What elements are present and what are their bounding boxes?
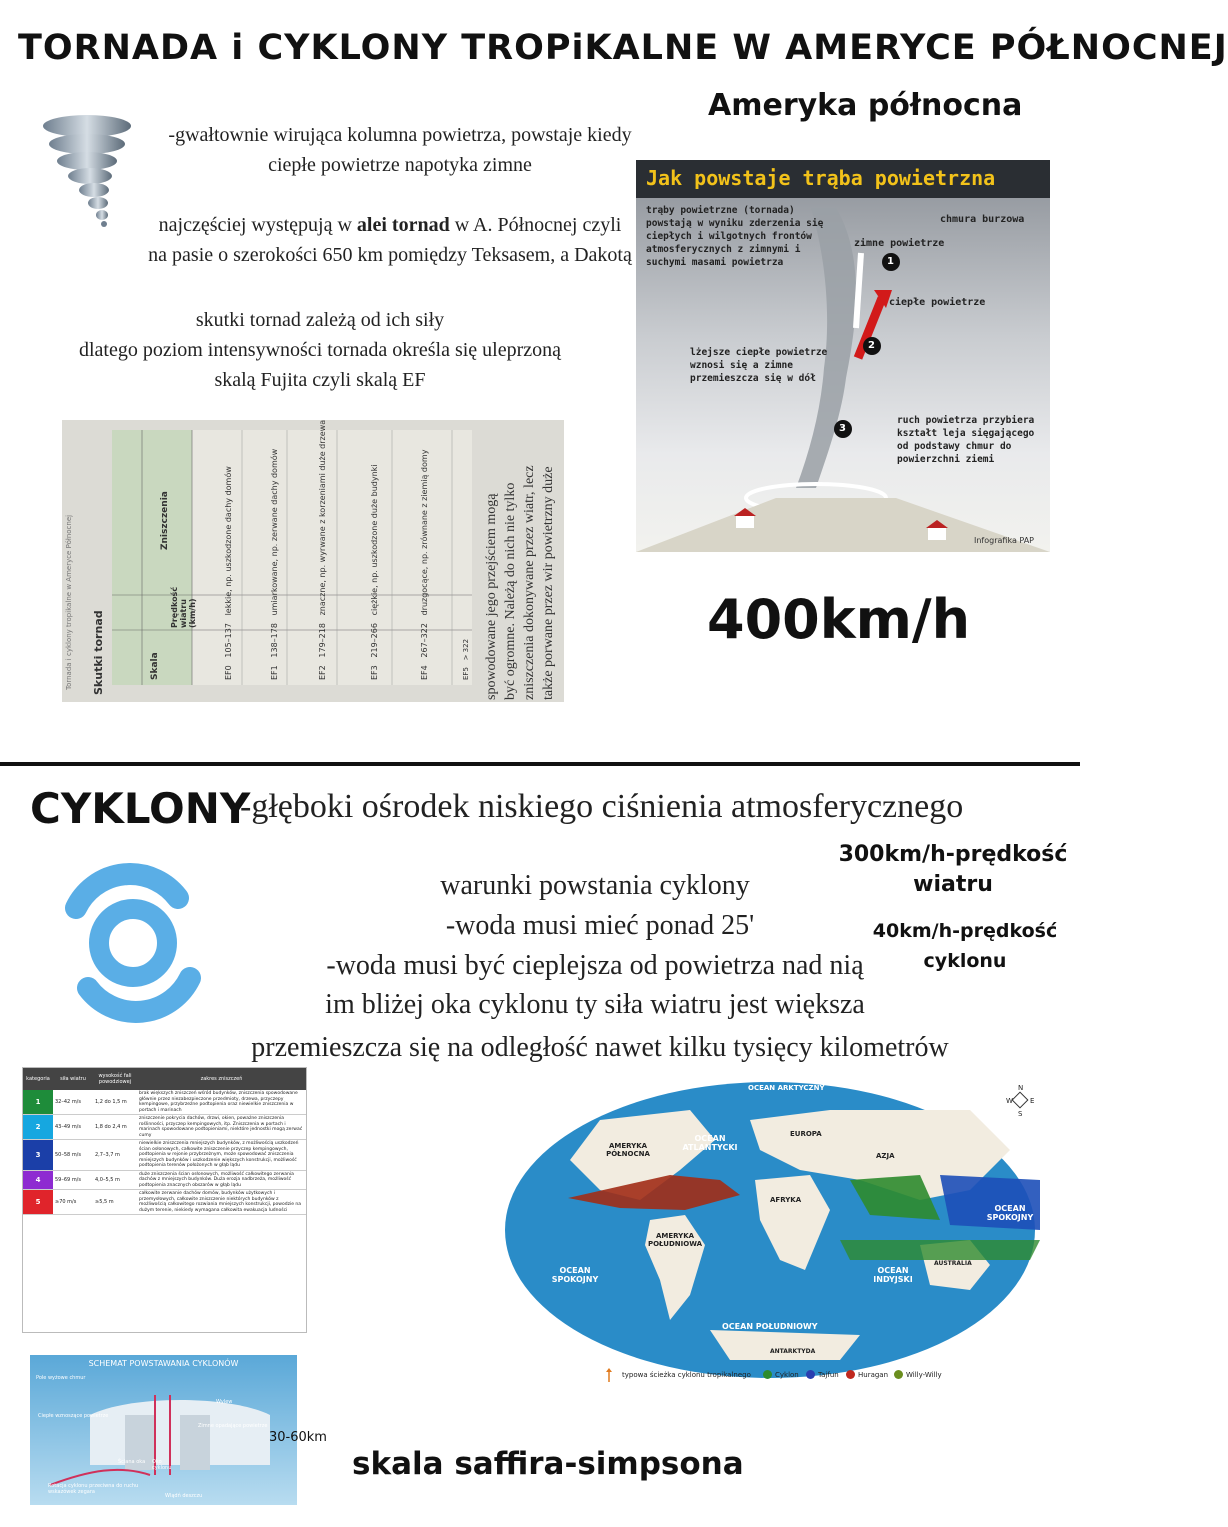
legend-willy: Willy-Willy (906, 1371, 942, 1379)
infographic-credit: Infografika PAP (974, 536, 1034, 545)
label-warm-air: ciepłe powietrze (889, 297, 986, 308)
occurrence-bold: alei tornad (356, 214, 450, 236)
map-label-indian: OCEAN INDYJSKI (873, 1266, 913, 1284)
schema-label-3: Zimne opadające powietrze (198, 1423, 268, 1429)
label-rising: lżejsze ciepłe powietrze wznosi się a zimne przemieszcza się w dół (690, 347, 828, 384)
saffir-wave: 2,7–3,7 m (93, 1140, 137, 1171)
occurrence-prefix: najczęściej występują w (158, 214, 357, 236)
saffir-head-wind: siła wiatru (53, 1068, 93, 1090)
cyclone-schema (30, 1355, 297, 1505)
saffir-row (23, 1115, 306, 1140)
map-label-arctic: OCEAN ARKTYCZNY (748, 1084, 825, 1092)
effects-line2: dlatego poziom intensywności tornada określa się uleprzoną (78, 339, 562, 361)
ef-side-text (482, 420, 558, 700)
ef-row-1 (270, 449, 279, 680)
ef-caption: Tornada i cyklony tropikalne w Ameryce Północnej (65, 514, 73, 690)
infographic-title: Jak powstaje trąba powietrzna (646, 166, 996, 190)
tornado-definition (150, 120, 650, 180)
saffir-row (23, 1140, 306, 1171)
tornado-definition-line1: -gwałtownie wirująca kolumna powietrza, powstaje kiedy (168, 124, 632, 146)
saffir-wave: 4,0–5,5 m (93, 1170, 137, 1190)
ef-row-5-speed: > 322 (462, 638, 470, 661)
ef-row-3-scale: EF3 (370, 665, 379, 680)
legend-hurricane-swatch (846, 1370, 855, 1379)
ef-row-4-damage: druzgocące, np. zrównane z ziemią domy (420, 449, 429, 616)
ef-row-4-speed: 267–322 (420, 623, 429, 658)
occurrence-suffix: w A. Północnej czyli (449, 214, 622, 236)
schema-label-5: Oko cyklonu (152, 1459, 172, 1471)
tornado-speed: 400km/h (707, 588, 971, 651)
saffir-table (23, 1068, 306, 1215)
ef-table (112, 419, 472, 685)
ef-row-5 (462, 639, 470, 680)
world-map-drawing (500, 1080, 1060, 1380)
label-storm-cloud: chmura burzowa (940, 214, 1025, 225)
effects-line3: skalą Fujita czyli skalą EF (214, 369, 426, 391)
schema-label-1: Ciepłe wznoszące powietrze (38, 1413, 109, 1419)
saffir-cat: 1 (23, 1090, 53, 1115)
saffir-wind: 59–69 m/s (53, 1170, 93, 1190)
tornado-infographic (636, 160, 1050, 552)
ef-row-2-scale: EF2 (318, 665, 327, 680)
map-label-n-america: AMERYKA PÓŁNOCNA (606, 1142, 650, 1158)
page-title: TORNADA i CYKLONY TROPiKALNE W AMERYCE PÓŁNOCNEJ (18, 28, 1228, 68)
saffir-cat: 5 (23, 1190, 53, 1215)
saffir-wind: 32–42 m/s (53, 1090, 93, 1115)
ef-row-5-scale: EF5 (462, 667, 470, 680)
ef-heading: Skutki tornad (92, 610, 105, 695)
ef-row-0 (224, 466, 233, 680)
tornado-icon (40, 112, 135, 230)
region-heading: Ameryka północna (708, 88, 1023, 123)
map-label-s-america: AMERYKA POŁUDNIOWA (647, 1232, 703, 1248)
cyclones-title: CYKLONY (30, 784, 251, 833)
condition-2: -woda musi być cieplejsza od powietrza nad nią (326, 950, 864, 981)
ef-scale-photo (62, 420, 564, 702)
map-label-antarctica: ANTARKTYDA (770, 1348, 816, 1355)
map-label-southern: OCEAN POŁUDNIOWY (722, 1322, 818, 1331)
saffir-row (23, 1190, 306, 1215)
label-cold-air: zimne powietrze (854, 238, 945, 249)
legend-cyclone: Cyklon (775, 1371, 799, 1379)
saffir-damage: duże zniszczenia ścian osłonowych, możliwość całkowitego zerwania dachów z mniejszych budynków. Duża erozja nadbrzeża, możliwość podtopienia znacznych obszarów w głąb lądu (137, 1170, 306, 1190)
condition-3: im bliżej oka cyklonu ty siła wiatru jest większa (325, 989, 865, 1020)
saffir-head-wave: wysokość fali powodziowej (93, 1068, 137, 1090)
label-funnel: ruch powietrza przybiera kształt leja sięgającego od podstawy chmur do powierzchni ziemi (897, 415, 1035, 465)
schema-label-0: Pole wyżowe chmur (36, 1375, 86, 1381)
saffir-damage: zniszczenie pokrycia dachów, drzwi, okien, poważne zniszczenia roślinności, przyczep kempingowych, itp. Zniszczenia w portach i marinach spowodowane podtopieniami, niektóre jednostki mogą zerwać cumy (137, 1115, 306, 1140)
condition-4: przemieszcza się na odległość nawet kilku tysięcy kilometrów (251, 1032, 949, 1063)
saffir-cat: 3 (23, 1140, 53, 1171)
legend-typhoon-swatch (806, 1370, 815, 1379)
saffir-wind: 50–58 m/s (53, 1140, 93, 1171)
saffir-damage: całkowite zerwanie dachów domów, budynków użytkowych i przemysłowych, całkowite zniszczenie niektórych budynków z możliwością całkowitego rozwiania mniejszych konstrukcji, powodzie na dużym terenie, niekiedy wymagana całkowita ewakuacja ludności (137, 1190, 306, 1215)
ef-side-line-0: spowodowane jego przejściem mogą (484, 493, 499, 700)
ef-row-2 (318, 420, 327, 680)
legend-typhoon: Tajfun (818, 1371, 839, 1379)
legend-path: typowa ścieżka cyklonu tropikalnego (622, 1371, 751, 1379)
ef-row-0-scale: EF0 (224, 665, 233, 680)
saffir-head-damage: zakres zniszczeń (137, 1068, 306, 1090)
ef-row-0-speed: 105–137 (224, 623, 233, 658)
schema-label-2: Wylew (216, 1399, 233, 1405)
occurrence-line2: na pasie o szerokości 650 km pomiędzy Teksasem, a Dakotą (148, 244, 632, 266)
saffir-head-cat: kategoria (23, 1068, 53, 1090)
schema-label-7: Wlądń deszczu (165, 1493, 203, 1499)
map-label-australia: AUSTRALIA (934, 1260, 972, 1267)
ef-side-line-1: być ogromne. Należą do nich nie tylko (503, 482, 518, 700)
ef-row-3 (370, 464, 379, 680)
ef-col-scale: Skala (150, 652, 160, 680)
ef-row-4 (420, 450, 429, 680)
saffir-wave: 1,2 do 1,5 m (93, 1090, 137, 1115)
compass-w: W (1006, 1097, 1013, 1105)
map-label-pacific-w: OCEAN SPOKOJNY (551, 1266, 599, 1284)
compass-e: E (1030, 1097, 1035, 1105)
legend-hurricane: Huragan (858, 1371, 889, 1379)
map-label-pacific-e: OCEAN SPOKOJNY (986, 1204, 1034, 1222)
schema-label-4: Ściana oka (118, 1459, 146, 1465)
schema-title: SCHEMAT POWSTAWANIA CYKLONÓW (88, 1359, 239, 1368)
ef-row-2-damage: znaczne, np. wyrwane z korzeniami duże drzewa (318, 419, 327, 616)
step-1: 1 (887, 256, 894, 267)
scale-name: skala saffira-simpsona (352, 1446, 744, 1482)
map-label-africa: AFRYKA (770, 1196, 802, 1204)
ef-side-line-3: także porwane przez wir powietrzny duże (541, 466, 556, 700)
eye-size: 30-60km (269, 1430, 327, 1445)
saffir-simpson-table (22, 1067, 307, 1333)
saffir-cat: 2 (23, 1115, 53, 1140)
ef-row-1-scale: EF1 (270, 665, 279, 680)
ef-row-4-scale: EF4 (420, 665, 429, 680)
saffir-row (23, 1170, 306, 1190)
saffir-wind: 43–49 m/s (53, 1115, 93, 1140)
infographic-text-1: trąby powietrzne (tornada) powstają w wyniku zderzenia się ciepłych i wilgotnych frontów atmosferycznych z zimnymi i suchymi masami powietrza (646, 205, 824, 268)
map-label-atlantic: OCEAN ATLANTYCKI (682, 1134, 738, 1152)
cyclone-icon (58, 868, 208, 1018)
compass-n: N (1018, 1084, 1024, 1092)
map-label-asia: AZJA (876, 1152, 895, 1160)
saffir-damage: niewielkie zniszczenia mniejszych budynków, z możliwością uszkodzeń ścian osłonowych, całkowite zniszczenie przyczep kempingowych, podtopienia w rejonie przybrzeżnym, może spowodować zniszczenia mniejszych budynków i uszkodzenie większych konstrukcji, możliwość podtopienia terenów położonych w głąb lądu (137, 1140, 306, 1171)
ef-row-1-damage: umiarkowane, np. zerwane dachy domów (270, 448, 279, 616)
saffir-wave: 1,8 do 2,4 m (93, 1115, 137, 1140)
step-2: 2 (868, 340, 875, 351)
cyclone-map (500, 1080, 1060, 1380)
condition-1: -woda musi mieć ponad 25' (445, 910, 755, 941)
step-3: 3 (839, 423, 846, 434)
ef-row-3-damage: ciężkie, np. uszkodzone duże budynki (370, 464, 379, 616)
saffir-row (23, 1090, 306, 1115)
section-divider (0, 762, 1080, 766)
map-label-europe: EUROPA (790, 1130, 822, 1138)
tornado-effects (30, 305, 610, 395)
legend-willy-swatch (894, 1370, 903, 1379)
effects-line1: skutki tornad zależą od ich siły (195, 309, 445, 331)
ef-col-damage: Zniszczenia (160, 491, 170, 550)
wind-speed: 300km/h-prędkość wiatru (838, 842, 1068, 897)
tornado-definition-line2: ciepłe powietrze napotyka zimne (268, 154, 532, 176)
ef-side-line-2: zniszczenia dokonywane przez wiatr, lecz (522, 465, 537, 700)
ef-row-2-speed: 179–218 (318, 623, 327, 658)
tornado-occurrence (140, 210, 640, 270)
ef-row-3-speed: 219–266 (370, 623, 379, 658)
ef-col-speed: Prędkość wiatru (km/h) (170, 586, 197, 628)
compass-s: S (1018, 1110, 1023, 1118)
saffir-wave: ≥5,5 m (93, 1190, 137, 1215)
cyclones-definition: -głęboki ośrodek niskiego ciśnienia atmosferycznego (240, 788, 964, 825)
schema-label-6: Rotacja cyklonu przeciwna do ruchu wskazówek zegara (48, 1483, 139, 1495)
legend-cyclone-swatch (763, 1370, 772, 1379)
cyclone-speed: 40km/h-prędkość cyklonu (872, 920, 1058, 972)
saffir-damage: brak większych zniszczeń wśród budynków, zniszczenia spowodowane głównie przez niezabezpieczone przedmioty, drzewa, przyczepy kempingowe, przybrzeżne podtopienia oraz niewielkie zniszczenia w portach i marinach (137, 1090, 306, 1115)
path-arrow-icon (605, 1368, 613, 1382)
condition-0: warunki powstania cyklony (440, 870, 750, 901)
saffir-cat: 4 (23, 1170, 53, 1190)
ef-row-0-damage: lekkie, np. uszkodzone dachy domów (224, 466, 233, 616)
saffir-wind: ≥70 m/s (53, 1190, 93, 1215)
ef-row-1-speed: 138–178 (270, 623, 279, 658)
